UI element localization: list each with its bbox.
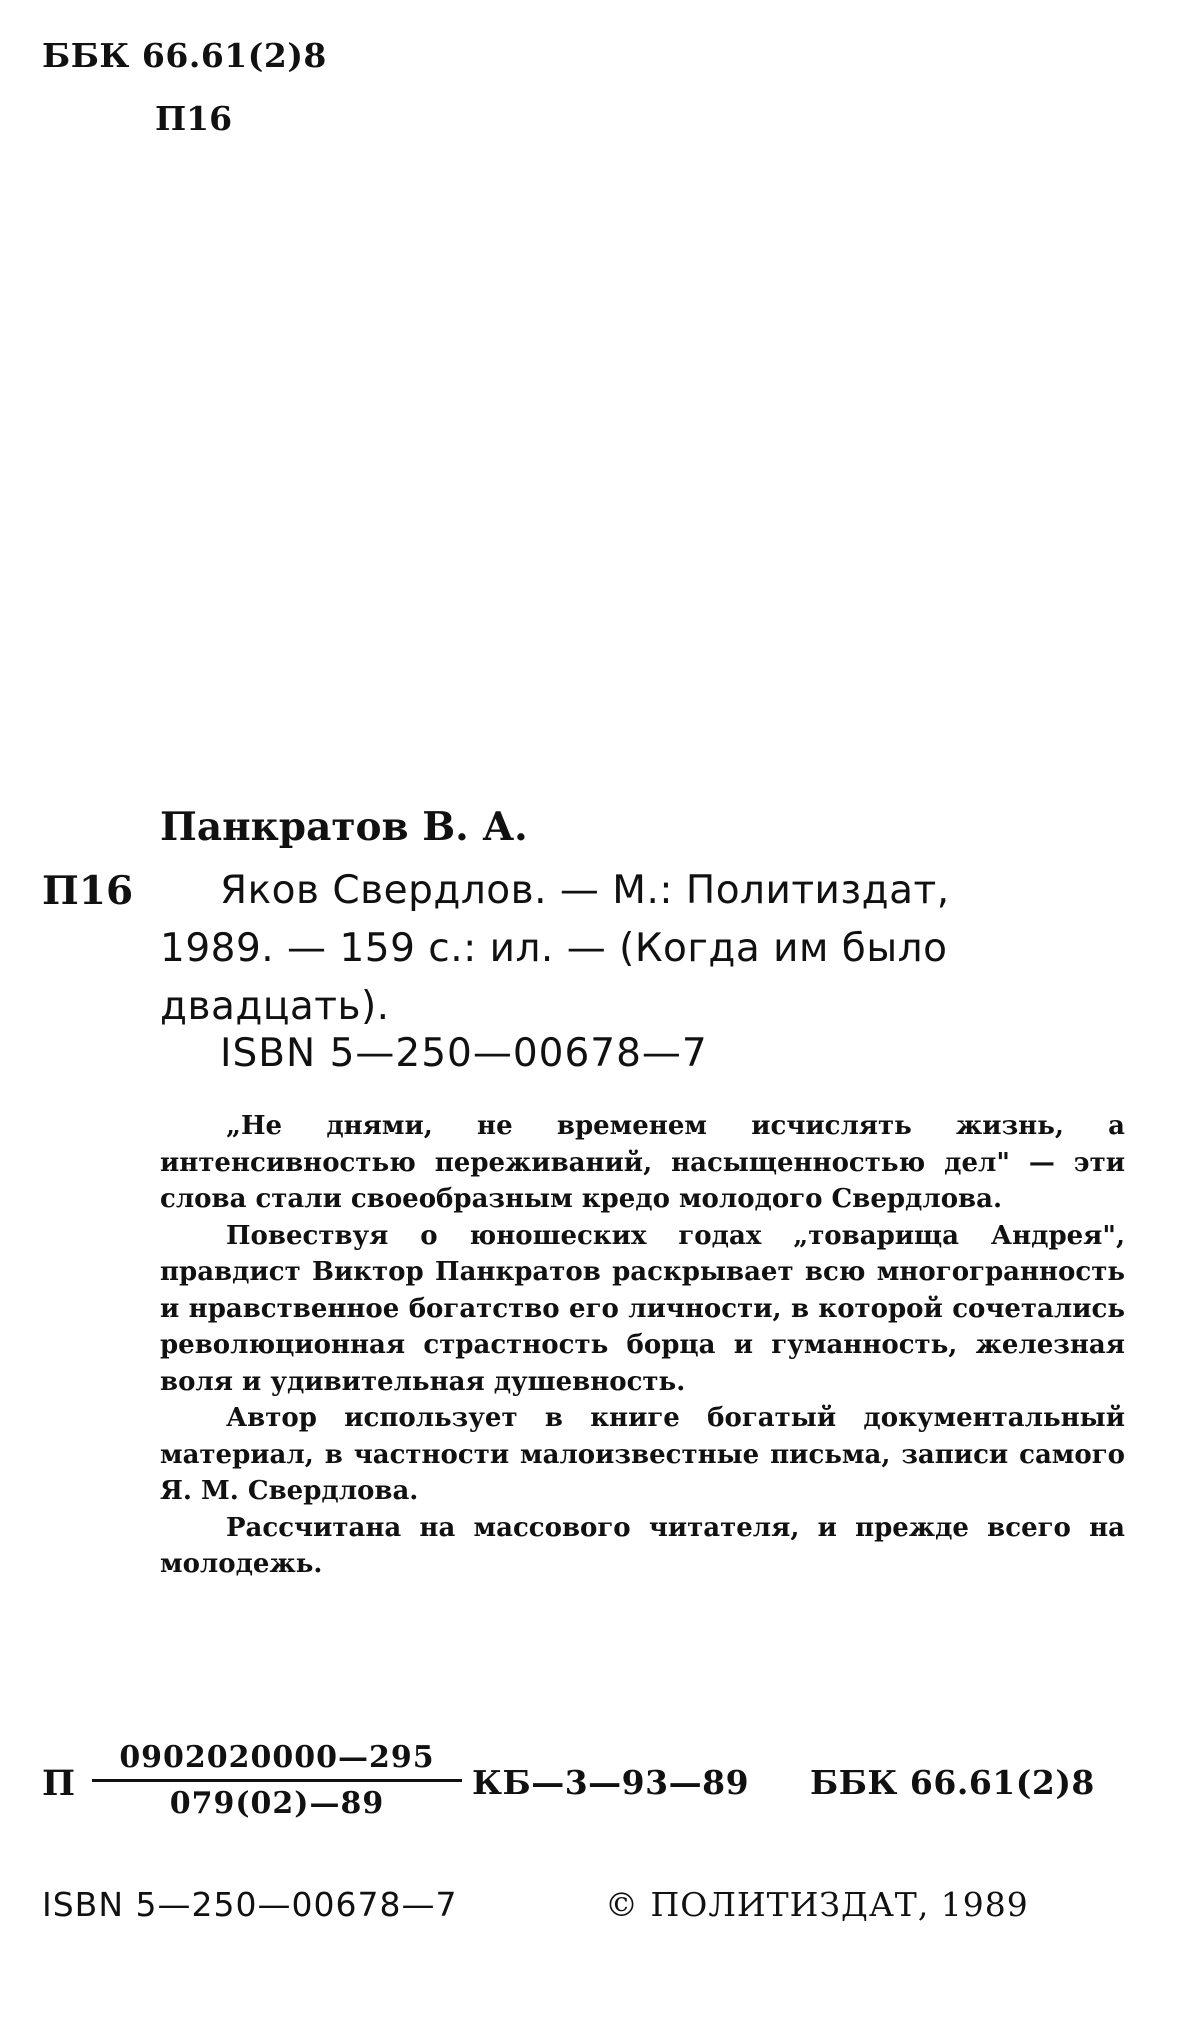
annotation-paragraph: Рассчитана на массового читателя, и прежде всего на молодежь. [160,1512,1125,1579]
isbn-bottom: ISBN 5—250—00678—7 [42,1885,458,1924]
author-name: Панкратов В. А. [160,804,528,850]
biblio-line-3: двадцать). [160,984,390,1029]
author-code: П16 [42,868,134,914]
annotation-paragraph: Автор использует в книге богатый документальный материал, в частности малоизвестные письма, записи самого Я. М. Свердлова. [160,1403,1125,1506]
biblio-line-1: Яков Свердлов. — М.: Политиздат, [220,868,950,913]
copyright: © ПОЛИТИЗДАТ, 1989 [605,1885,1029,1924]
bbk-code-bottom: ББК 66.61(2)8 [810,1763,1095,1802]
imprint-letter: П [42,1763,76,1804]
author-code-top: П16 [155,99,233,138]
bibliographic-description [160,862,1120,1036]
imprint-numerator: 0902020000—295 [92,1740,462,1782]
bbk-code-top: ББК 66.61(2)8 [42,36,327,75]
biblio-line-2: 1989. — 159 с.: ил. — (Когда им было [160,926,948,971]
annotation-paragraph: Повествуя о юношеских годах „товарища Андрея", правдист Виктор Панкратов раскрывает всю многогранность и нравственное богатство его личности, в которой сочетались революционная страстность борца и гуманность, железная воля и удивительная душевность. [160,1220,1125,1397]
isbn-main: ISBN 5—250—00678—7 [220,1031,708,1076]
annotation-paragraph: „Не днями, не временем исчислять жизнь, а интенсивностью переживаний, насыщенностью дел" — эти слова стали своеобразным кредо молодого Свердлова. [160,1111,1125,1214]
kb-code: КБ—3—93—89 [472,1763,750,1802]
annotation [160,1108,1125,1583]
imprint-denominator: 079(02)—89 [169,1786,385,1821]
imprint-fraction [92,1740,462,1821]
